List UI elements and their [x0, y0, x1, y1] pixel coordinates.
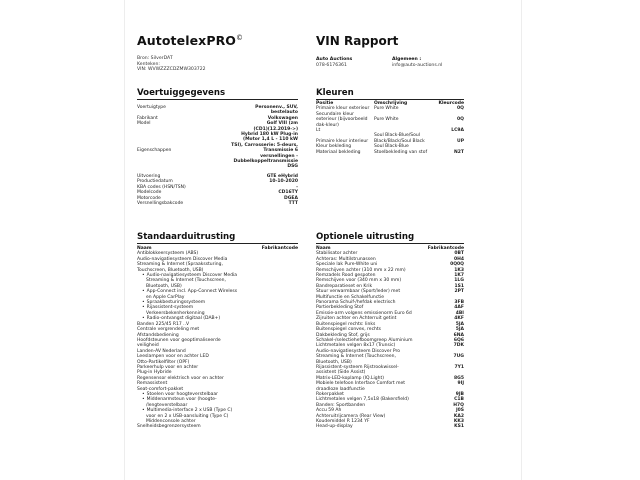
standard-equipment-item: Leeslampen voor en achter LED — [137, 354, 209, 360]
vehicle-data-value: TSI), Carrosserie: 5-deurs, — [231, 142, 298, 148]
standard-equipment-item: • Middenarmsteun voor (hoogte- — [137, 397, 298, 402]
col-description: Omschrijving — [374, 101, 408, 106]
optional-equipment-name: Rijassistent-systeem Rijstrookwissel- — [316, 364, 399, 370]
vehicle-data-value: TTT — [288, 200, 298, 206]
vehicle-data-row — [137, 164, 298, 169]
standard-equipment-item: • Rijassistent-systeem — [137, 305, 298, 310]
color-code: N2T — [454, 149, 464, 155]
optional-equipment-name: Bluetooth, USB) — [316, 359, 352, 365]
optional-equipment-name: Buitenspiegel convex, rechts — [316, 327, 382, 333]
col-name: Naam — [316, 246, 331, 251]
standard-equipment-item: Remassistent — [137, 381, 168, 387]
standard-equipment-item: Plug-in Hybride — [137, 370, 172, 376]
source-line: Bron: SilverDAT — [137, 56, 173, 61]
color-position: Secundaire kleur — [316, 111, 354, 117]
standard-equipment-item: • Multimedia-interface 2 x USB (Type C) — [137, 408, 298, 413]
optional-equipment-code: KA2 — [453, 413, 464, 419]
vehicle-data-label: Versnellingsbakcode — [137, 200, 184, 206]
company-block — [316, 57, 352, 68]
optional-equipment-code: KS1 — [454, 424, 464, 430]
standard-equipment-rule — [137, 243, 298, 244]
optional-equipment-code: 0H4 — [453, 256, 464, 262]
standard-equipment-item: Parkeerhulp voor en achter — [137, 364, 199, 370]
optional-equipment-name: Emissie-arm volgens emissienorm Euro 6d — [316, 310, 412, 316]
standard-equipment-item: Streaming & Internet (Spraakssturing, — [137, 262, 223, 268]
colors-table — [316, 101, 464, 155]
standard-equipment-item: • Radio-ontvangst digitaal (DAB+) — [137, 316, 298, 321]
optional-equipment-code: 4BI — [455, 310, 464, 316]
vehicle-data-label: Eigenschappen — [137, 148, 172, 154]
col-position: Positie — [316, 101, 334, 106]
optional-equipment-name: Achteras: Multilstrunassen — [316, 256, 376, 262]
company-name: Auto Auctions — [316, 57, 353, 62]
col-color-code: Kleurcode — [438, 101, 464, 106]
standard-equipment-item: • App-Connect incl. App-Connect Wireless — [137, 289, 298, 294]
vehicle-data-group-1 — [137, 105, 298, 170]
vehicle-data-value: Dubbelkoppeltransmissie — [233, 159, 298, 165]
col-code: Fabrikantcode — [427, 246, 464, 251]
vehicle-data-value: GTE eHybrid — [266, 173, 298, 179]
general-label: Algemeen : — [392, 57, 422, 62]
optional-equipment-code: 5JA — [455, 327, 464, 333]
color-position: exterieur (bijvoorbeeld — [316, 117, 368, 123]
color-description: Soul Black-Blue/Soul — [374, 133, 420, 139]
kenteken-line: Kenteken: — [137, 61, 160, 67]
optional-equipment-name: Buitenspiegel rechts: links — [316, 321, 376, 327]
vehicle-data-row — [137, 201, 298, 206]
standard-equipment-item: Banden 225/45 R17 ..V — [137, 321, 190, 327]
optional-equipment-code: H7Q — [453, 402, 464, 408]
optional-equipment-name: Bandreparatieset en Krik — [316, 283, 373, 289]
col-code: Fabrikantcode — [261, 246, 298, 251]
vehicle-data-label: Fabrikant — [137, 115, 158, 121]
color-position: Materiaal bekleding — [316, 149, 361, 155]
color-position: Primaire kleur interieur — [316, 138, 369, 144]
optional-equipment-code: 0BT — [454, 251, 464, 257]
standard-equipment-item: Middenconsole achter — [146, 419, 196, 424]
optional-equipment-code: 5JA — [455, 321, 464, 327]
standard-equipment-item: Antiblokkeersysteem (ABS) — [137, 251, 199, 257]
vin-line: VIN: WVWZZZCDZMW303722 — [137, 67, 206, 73]
color-position: dak-kleur) — [316, 122, 339, 128]
vehicle-data-label — [137, 164, 227, 169]
colors-heading: Kleuren — [316, 88, 354, 98]
optional-equipment-name: Streaming & Internet (Touchscreen, — [316, 354, 396, 360]
brand-logo: AutotelexPRO© — [137, 33, 244, 48]
optional-equipment-code: J0S — [455, 408, 464, 414]
optional-equipment-name: Remschijven achter (310 mm x 22 mm) — [316, 267, 406, 273]
optional-equipment-code: 8G5 — [454, 375, 464, 381]
vehicle-data-label: KBA codes (HSN/TSN) — [137, 184, 186, 190]
optional-equipment-name: Lichtmetalen velgen 7,5x18 (Bakersfield) — [316, 397, 409, 403]
standard-equipment-item: Touchscreen, Bluetooth, USB) — [137, 267, 204, 273]
brand-mark: © — [236, 33, 244, 42]
optional-equipment-name: Remzadels Rood gespoten — [316, 273, 376, 279]
colors-rows — [316, 106, 464, 155]
optional-equipment-name: Banden: Sportbanden — [316, 402, 366, 408]
optional-equipment-table — [316, 246, 464, 430]
optional-equipment-code: 0Q0Q — [450, 262, 464, 268]
vehicle-data-value: (CD1)(12.2019->) — [253, 126, 298, 132]
optional-equipment-name: Lichtmetalen velgen 8x17 (Trunsic) — [316, 343, 396, 349]
color-position: Lt — [316, 128, 321, 134]
color-description: Pure White — [374, 106, 399, 112]
color-description: Pure White — [374, 117, 399, 123]
optional-equipment-name: draadloze laadfunctie — [316, 386, 365, 392]
vehicle-data-label: Voertuigtype — [137, 105, 166, 110]
optional-equipment-code: 7Y1 — [454, 364, 464, 370]
vehicle-data-value: - — [296, 184, 298, 190]
optional-equipment-code: 4KF — [454, 316, 464, 322]
company-email[interactable]: info@auto-auctions.nl — [392, 62, 443, 68]
vehicle-data-value: Volkswagen — [267, 115, 298, 121]
vehicle-data-value: versnellingen - — [260, 153, 298, 159]
vehicle-data-label: Model — [137, 121, 151, 127]
standard-equipment-rows — [137, 251, 298, 429]
optional-equipment-name: Portierbekleding Stof — [316, 305, 364, 311]
optional-equipment-name: Zijruiten achter en Achterruit getint — [316, 316, 397, 322]
color-description: Stoelbekleding van stof — [374, 149, 428, 155]
standard-equipment-item: Hoofdsteunen voor geoptimaliseerde — [137, 337, 221, 343]
standard-equipment-item: Regensensor elektrisch voor en achter — [137, 375, 224, 381]
standard-equipment-item: Streaming & Internet (Touchscreen, — [146, 278, 226, 284]
optional-equipment-item — [316, 424, 464, 429]
optional-equipment-rule — [316, 243, 464, 244]
vehicle-data-value: Personenv., SUV, — [255, 105, 298, 110]
standard-equipment-item: • Audio-navigatiesysteem Discover Media — [137, 273, 298, 278]
vehicle-data-label: Motorcode — [137, 195, 161, 201]
optional-equipment-name: Koudemiddel R 1234 YF — [316, 419, 370, 424]
vehicle-data-heading: Voertuiggegevens — [137, 88, 226, 98]
optional-equipment-code: 7UG — [453, 354, 464, 360]
standard-equipment-item: Otto-Partikelfilter (OPF) — [137, 359, 190, 365]
optional-equipment-code: 4AF — [454, 305, 464, 311]
optional-equipment-name: Dakbekleding Stof, grijs — [316, 332, 370, 338]
standard-equipment-item: en Apple CarPlay — [146, 294, 185, 300]
standard-equipment-heading: Standaarduitrusting — [137, 232, 236, 242]
optional-equipment-name: Remschijven voor (340 mm x 30 mm) — [316, 278, 402, 284]
optional-equipment-code: 1K7 — [454, 273, 464, 279]
optional-equipment-name: Matrix-LED-koplamp (IQ.Light) — [316, 375, 385, 381]
report-title: VIN Rapport — [316, 34, 399, 48]
optional-equipment-code: 3FB — [454, 300, 464, 306]
general-block — [392, 57, 442, 68]
optional-equipment-code: KK3 — [453, 419, 464, 424]
standard-equipment-item: Bluetooth, USB) — [146, 283, 182, 289]
optional-equipment-name: Head-up-display — [316, 424, 353, 430]
optional-equipment-name: Stuur verwarmbaar (Sport/leder) met — [316, 289, 401, 295]
standard-equipment-item: /lengteverstelbaar — [146, 402, 188, 408]
vehicle-data-value: CD16TY — [278, 190, 298, 196]
colors-rule — [316, 99, 464, 100]
standard-equipment-item: Audio-navigatiesysteem Discover Media — [137, 256, 228, 262]
optional-equipment-name: Accu 59 Ah — [316, 408, 342, 414]
optional-equipment-code: C1B — [454, 397, 464, 403]
optional-equipment-code: 1S1 — [454, 283, 464, 289]
standard-equipment-item: voor en 2 x USB-aansluiting (Type C) — [146, 413, 229, 419]
vehicle-data-value: (Motor 1,4 L - 110 kW — [243, 137, 298, 143]
color-row — [316, 150, 464, 155]
col-name: Naam — [137, 246, 152, 251]
source-block — [137, 56, 206, 73]
optional-equipment-code: 9IJ — [457, 381, 464, 387]
standard-equipment-item: veiligheid — [137, 343, 159, 349]
standard-equipment-table — [137, 246, 298, 430]
optional-equipment-name: Audio-navigatiesysteem Discover Pro — [316, 348, 401, 354]
optional-equipment-code: 7DK — [453, 343, 464, 349]
vehicle-data-label: Uitvoering — [137, 173, 161, 179]
vehicle-data-value: bestelauto — [270, 110, 298, 116]
optional-equipment-code: 9JB — [455, 391, 464, 397]
vehicle-data-value: Golf VIII (zm — [266, 121, 298, 127]
vehicle-data-label: Productiedatum — [137, 179, 173, 185]
color-code: 0Q — [457, 106, 464, 112]
vehicle-data-value: Hybrid 180 kW Plug-in — [241, 132, 298, 138]
standard-equipment-item: Afstandsbediening — [137, 332, 179, 338]
vehicle-data-label: Modelcode — [137, 190, 162, 196]
color-position: Kleur bekleding — [316, 144, 352, 150]
optional-equipment-name: Speciale lak Pure-White uni — [316, 262, 378, 268]
vehicle-data-value: 10-10-2020 — [269, 179, 298, 185]
optional-equipment-name: Panorama Schuif-/hefdak electrisch — [316, 300, 396, 306]
color-code: LC9A — [451, 128, 464, 134]
vehicle-data-value: DGEA — [284, 195, 298, 201]
color-description: Black/Black/Soul Black — [374, 138, 425, 144]
optional-equipment-code: 1LG — [454, 278, 464, 284]
optional-equipment-code: 6NA — [453, 332, 464, 338]
optional-equipment-name: Mobiele telefoon Interface Comfort met — [316, 381, 406, 387]
color-description: Soul Black-Blue — [374, 144, 409, 150]
color-code: 0Q — [457, 117, 464, 123]
vehicle-data-value: DSG — [287, 164, 298, 170]
vehicle-data-group-2 — [137, 174, 298, 206]
optional-equipment-name: assistent (Side Assist) — [316, 370, 366, 376]
standard-equipment-item: Verkeersbekenherkenning — [146, 310, 205, 316]
standard-equipment-item: Seat-comfort-pakket — [137, 386, 184, 392]
color-position: Primaire kleur exterieur — [316, 106, 370, 112]
standard-equipment-item: Landen-AV Nederland — [137, 348, 186, 354]
optional-equipment-heading: Optionele uitrusting — [316, 232, 415, 242]
optional-equipment-code: 1K3 — [454, 267, 464, 273]
color-code: UP — [457, 138, 464, 144]
optional-equipment-name: Rokerpakket — [316, 391, 344, 397]
optional-equipment-rows — [316, 251, 464, 429]
optional-equipment-code: 2PT — [454, 289, 464, 295]
standard-equipment-item: Centrale vergrendeling met — [137, 327, 200, 333]
optional-equipment-name: Achteruitrijcamera (Rear View) — [316, 413, 386, 419]
optional-equipment-name: Stabilisator achter — [316, 251, 358, 257]
standard-equipment-item: • Spraakbesturingssysteem — [137, 300, 298, 305]
optional-equipment-name: Schakel-/selectiehefboomgreep Aluminium — [316, 337, 413, 343]
standard-equipment-item: Snelheidsbegrenzersysteem — [137, 424, 201, 430]
standard-equipment-item: • Stoelen voor hoogteverstelbaar — [137, 392, 298, 397]
optional-equipment-code: 6Q6 — [453, 337, 464, 343]
optional-equipment-name: Multifunctie en Schakelfunctie — [316, 294, 384, 300]
vehicle-data-value: Transmissie 6 — [263, 148, 298, 154]
vehicle-data-list — [137, 105, 298, 206]
company-phone: 078-6176361 — [316, 62, 347, 68]
vehicle-data-rule — [137, 99, 298, 100]
